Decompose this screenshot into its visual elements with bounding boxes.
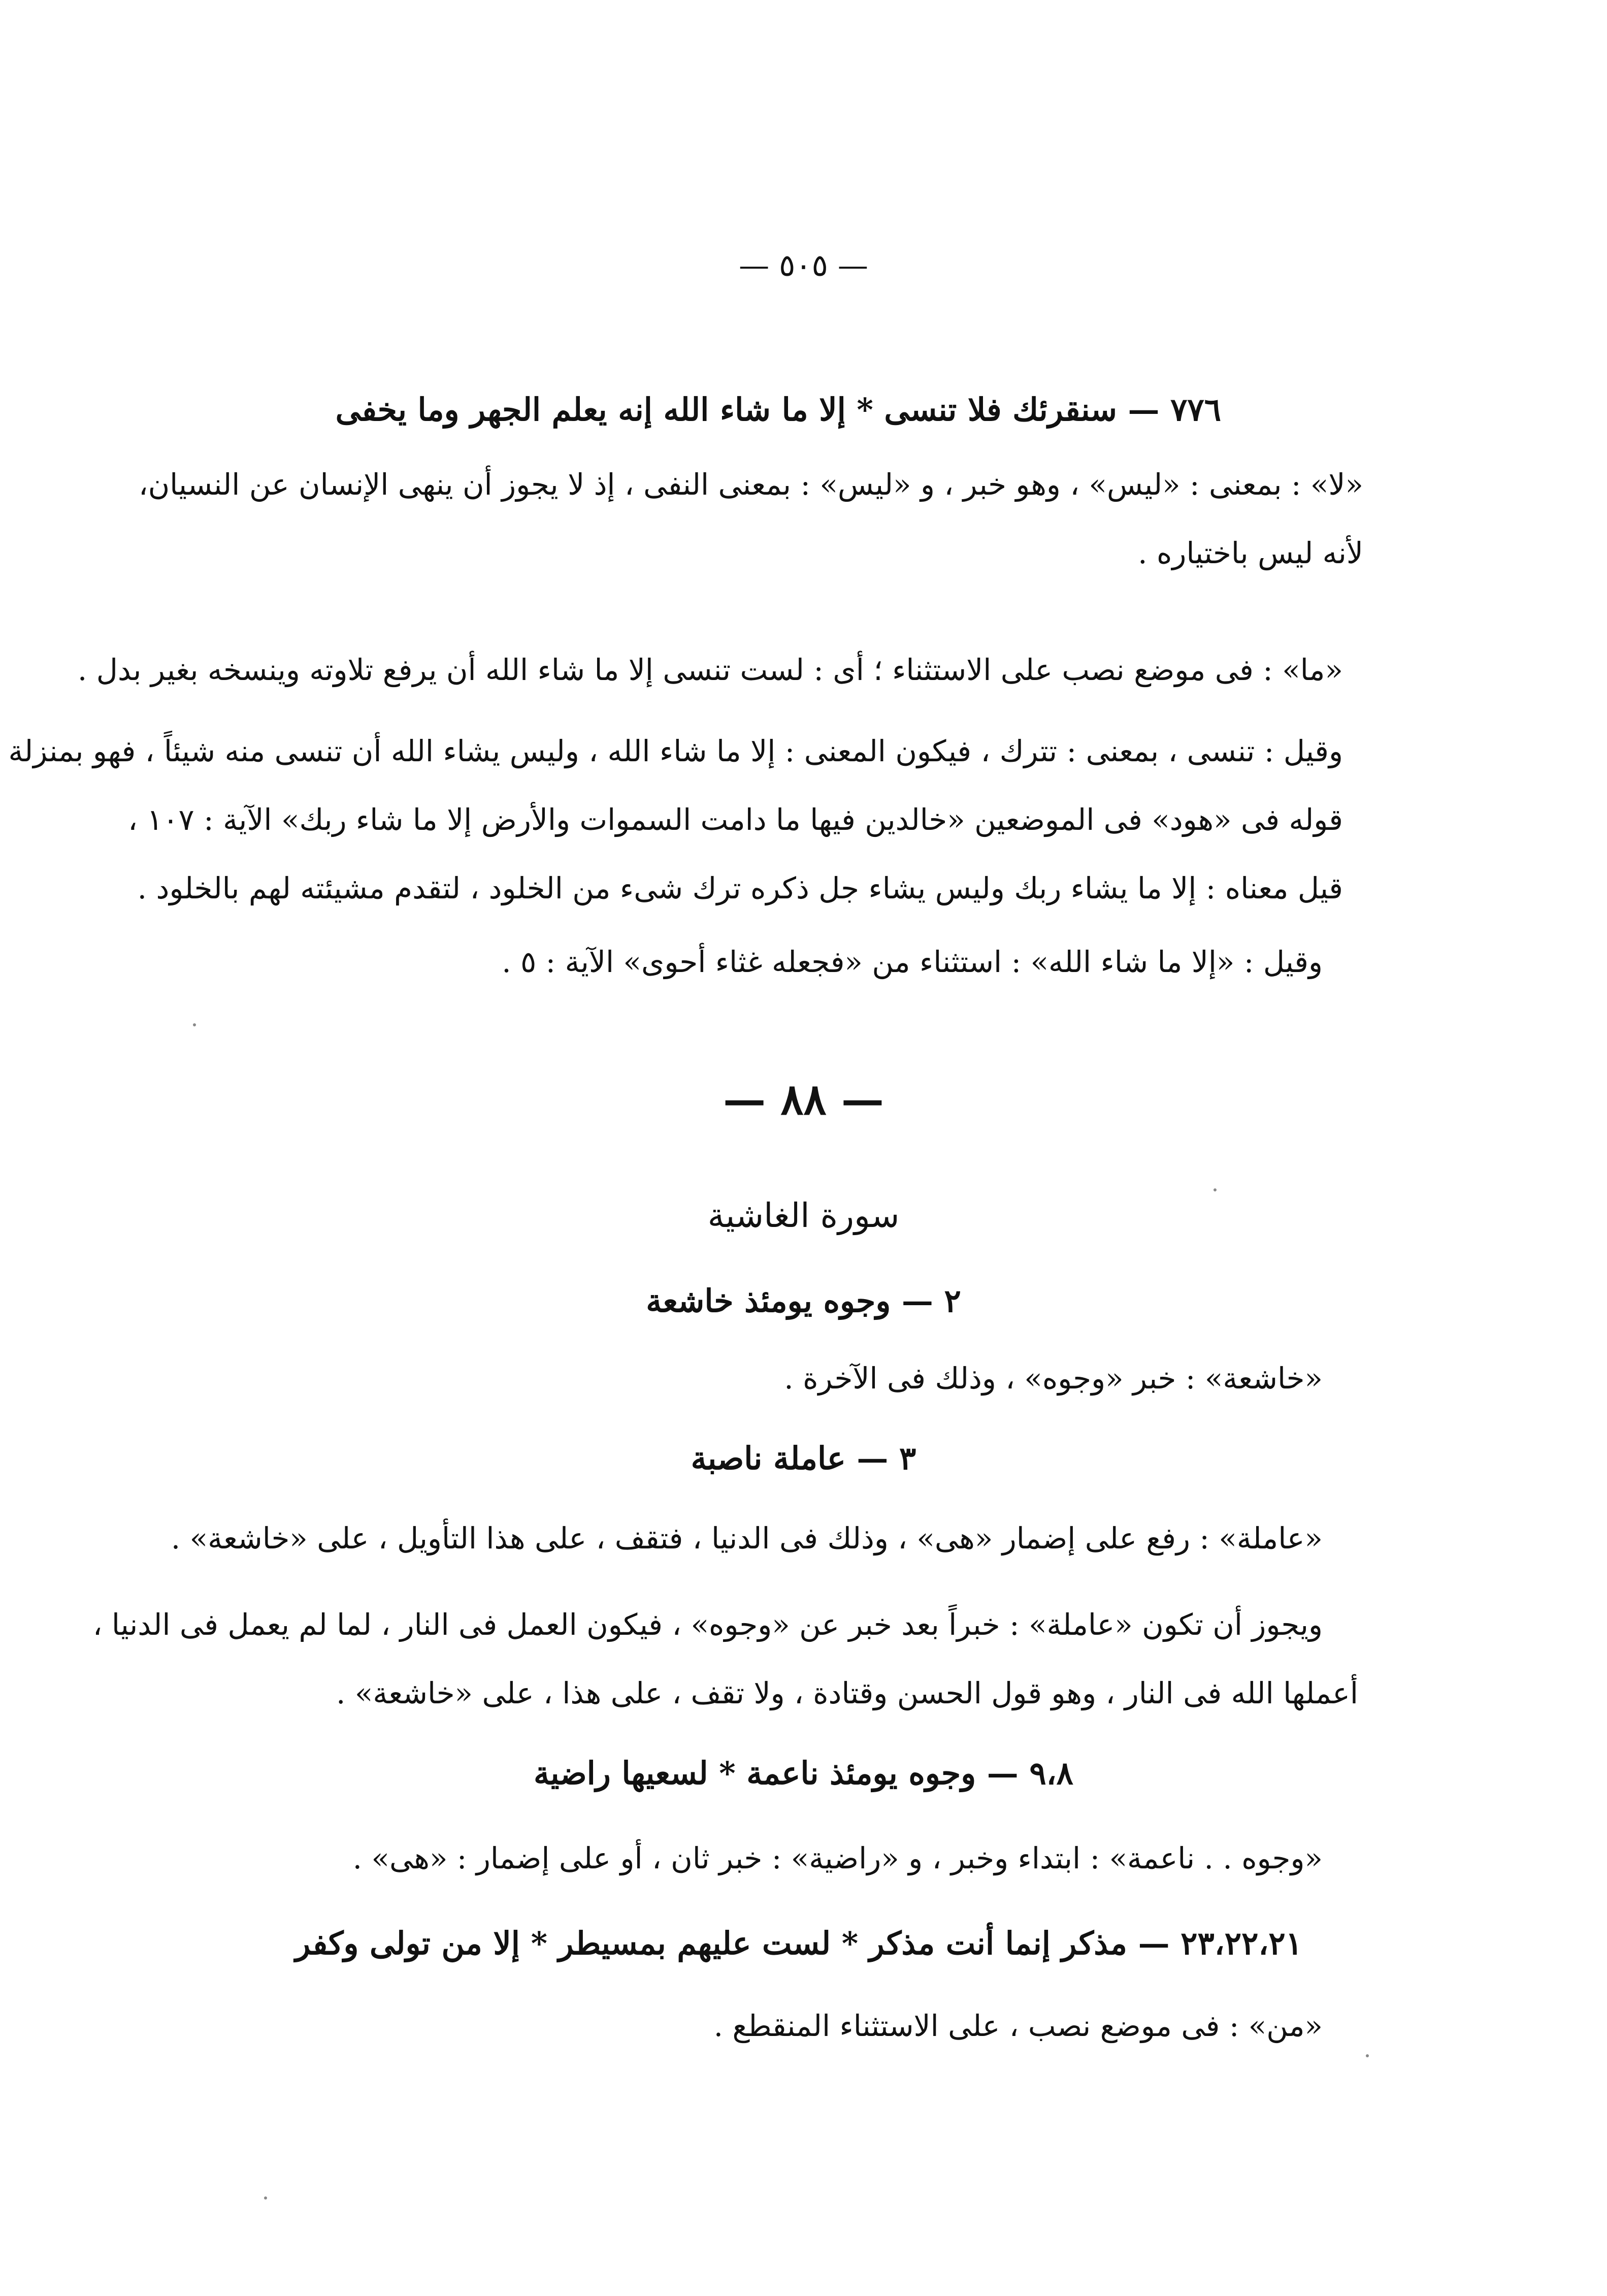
commentary-paragraph: «لا» : بمعنى : «ليس» ، وهو خبر ، و «ليس» : بمعنى النفى ، إذ لا يجوز أن ينهى الإنسان عن النسيان، (138, 467, 1363, 502)
scan-speck (1366, 2054, 1369, 2057)
commentary-paragraph: «خاشعة» : خبر «وجوه» ، وذلك فى الآخرة . (784, 1361, 1323, 1396)
commentary-paragraph: قوله فى «هود» فى الموضعين «خالدين فيها ما دامت السموات والأرض إلا ما شاء ربك» الآية : ١٠٧ ، (128, 802, 1343, 837)
commentary-paragraph: «وجوه . . ناعمة» : ابتداء وخبر ، و «راضية» : خبر ثان ، أو على إضمار : «هى» . (352, 1841, 1323, 1875)
scan-speck (264, 2196, 267, 2200)
commentary-paragraph: وقيل : تنسى ، بمعنى : تترك ، فيكون المعنى : إلا ما شاء الله ، وليس يشاء الله أن تنسى منه شيئاً ، فهو بمنزلة (8, 734, 1343, 768)
page-number: — ٥٠٥ — (739, 248, 868, 283)
commentary-paragraph: وقيل : «إلا ما شاء الله» : استثناء من «فجعله غثاء أحوى» الآية : ٥ . (502, 945, 1323, 979)
section-number: — ٨٨ — (723, 1074, 884, 1124)
verse-776: ٧٧٦ — سنقرئك فلا تنسى * إلا ما شاء الله إنه يعلم الجهر وما يخفى (335, 391, 1221, 428)
commentary-paragraph: «ما» : فى موضع نصب على الاستثناء ؛ أى : لست تنسى إلا ما شاء الله أن يرفع تلاوته وينسخه بغير بدل . (77, 653, 1343, 687)
scan-speck (193, 1023, 196, 1026)
commentary-paragraph: «عاملة» : رفع على إضمار «هى» ، وذلك فى الدنيا ، فتقف ، على هذا التأويل ، على «خاشعة» . (171, 1521, 1323, 1556)
commentary-paragraph: أعملها الله فى النار ، وهو قول الحسن وقتادة ، ولا تقف ، على هذا ، على «خاشعة» . (336, 1676, 1358, 1710)
verse-2: ٢ — وجوه يومئذ خاشعة (646, 1282, 961, 1319)
verse-8-9: ٩،٨ — وجوه يومئذ ناعمة * لسعيها راضية (534, 1755, 1073, 1792)
commentary-paragraph: «من» : فى موضع نصب ، على الاستثناء المنقطع . (713, 2009, 1323, 2043)
scan-speck (1214, 1188, 1217, 1191)
commentary-paragraph: قيل معناه : إلا ما يشاء ربك وليس يشاء جل ذكره ترك شىء من الخلود ، لتقدم مشيئته لهم بالخلود . (137, 871, 1343, 906)
surah-title: سورة الغاشية (707, 1196, 900, 1235)
verse-21-23: ٢٣،٢٢،٢١ — مذكر إنما أنت مذكر * لست عليهم بمسيطر * إلا من تولى وكفر (295, 1925, 1302, 1962)
commentary-paragraph: لأنه ليس باختياره . (1138, 536, 1363, 570)
commentary-paragraph: ويجوز أن تكون «عاملة» : خبراً بعد خبر عن «وجوه» ، فيكون العمل فى النار ، لما لم يعمل فى الدنيا ، (92, 1607, 1323, 1642)
verse-3: ٣ — عاملة ناصبة (691, 1440, 916, 1477)
